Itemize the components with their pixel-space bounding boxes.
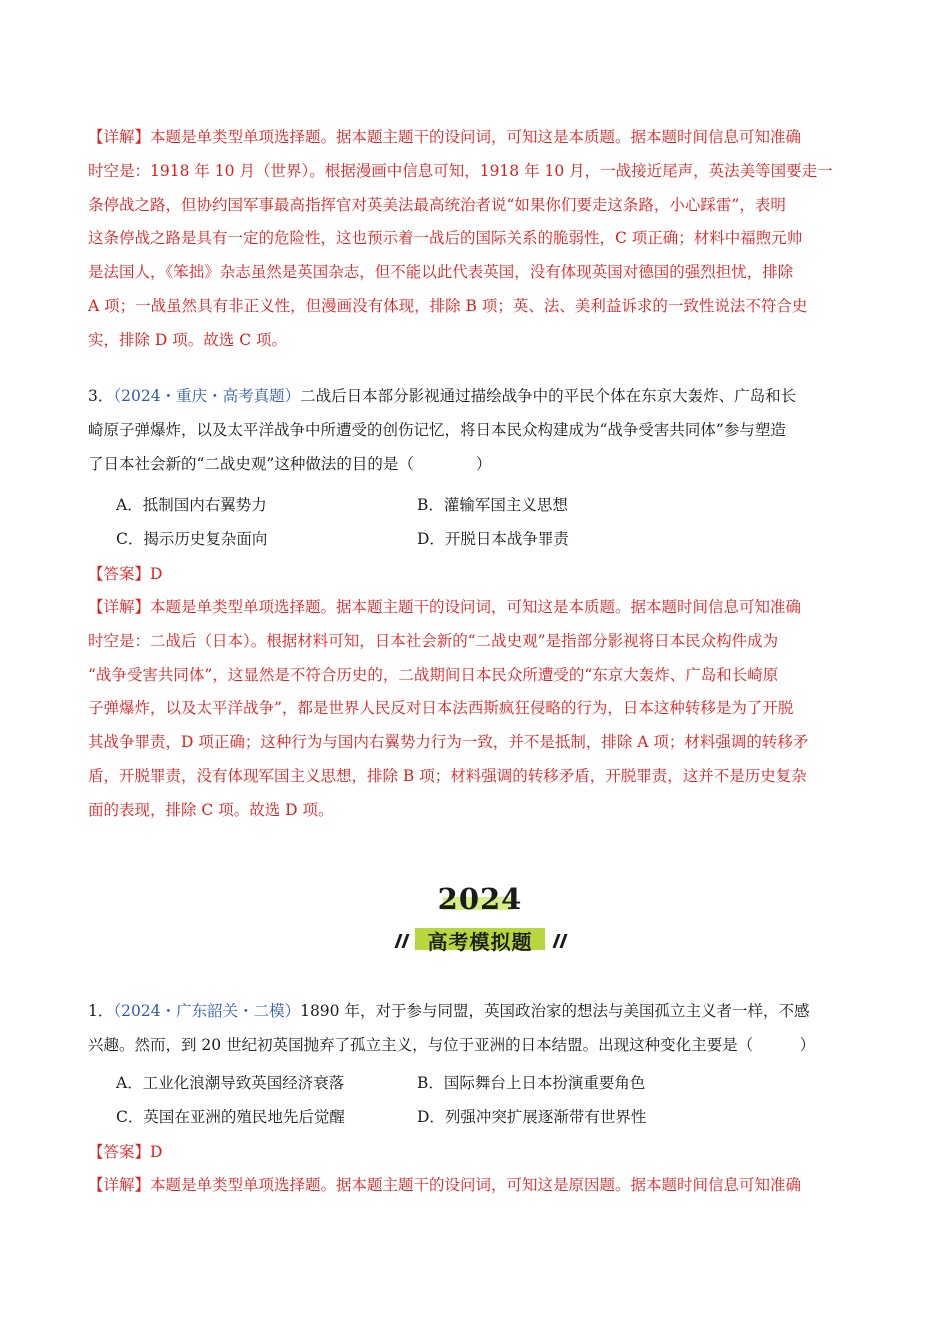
detail-paragraph-q3: 【详解】本题是单类型单项选择题。据本题主题干的设问词，可知这是本质题。据本题时间信息可知准确 时空是：二战后（日本）。根据材料可知，日本社会新的“二战史观”是指部分影视将日本民众构件成为 “战争受害共同体”，这显然是不符合历史的，二战期间日本民众所遭受的“东京大轰炸、广岛和长崎原 子弹爆炸，以及太平洋战争”，都是世界人民反对日本法西斯疯狂侵略的行为，日本这种转移是为了开脱 其战争罪责，D 项正确；这种行为与国内右翼势力行为一致，并不是抵制，排除 A 项；材料强调的转移矛 盾，开脱罪责，没有体现军国主义思想，排除 B 项；材料强调的转移矛盾，开脱罪责，这并不是历史复杂 面的表现，排除 C 项。故选 D 项。 [88,598,809,819]
option-a: A．抵制国内右翼势力 [116,496,267,514]
question-number: 1． [88,1002,114,1020]
answer-value: D [150,1143,163,1161]
option-c: C．英国在亚洲的殖民地先后觉醒 [116,1108,345,1126]
section-banner [385,880,575,960]
answer-tag: 【答案】 [88,1143,151,1161]
detail-tag: 【详解】 [88,598,151,616]
detail-paragraph-q2: 【详解】本题是单类型单项选择题。据本题主题干的设问词，可知这是本质题。据本题时间信息可知准确 时空是：1918 年 10 月（世界）。根据漫画中信息可知，1918 年 10 月，一战接近尾声，英法美等国要走一 条停战之路，但协约国军事最高指挥官对英美法最高统治者说“如果你们要走这条路，小心踩雷”，表明 这条停战之路是具有一定的危险性，这也预示着一战后的国际关系的脆弱性，C 项正确；材料中福煦元帅 是法国人，《笨拙》杂志虽然是英国杂志，但不能以此代表英国，没有体现英国对德国的强烈担忧，排除 A 项；一战虽然具有非正义性，但漫画没有体现，排除 B 项；英、法、美利益诉求的一致性说法不符合史 实，排除 D 项。故选 C 项。 [88,128,833,349]
banner-subtitle: 高考模拟题 [427,930,533,954]
option-c: C．揭示历史复杂面向 [116,530,268,548]
option-b: B．灌输军国主义思想 [417,496,568,514]
option-a: A．工业化浪潮导致英国经济衰落 [116,1074,345,1092]
answer-line-q1 [88,1136,868,1170]
detail-tag: 【详解】 [88,1176,151,1194]
option-b: B．国际舞台上日本扮演重要角色 [417,1074,646,1092]
detail-tag: 【详解】 [88,128,151,146]
banner-year: 2024 [437,882,523,916]
question-source: （2024・重庆・高考真题） [113,387,301,405]
answer-tag: 【答案】 [88,565,151,583]
answer-line-q3 [88,558,868,592]
question-source: （2024・广东韶关・二模） [113,1002,301,1020]
answer-value: D [150,565,163,583]
question-number: 3． [88,387,114,405]
question-3-stem: 3．（2024・重庆・高考真题）二战后日本部分影视通过描绘战争中的平民个体在东京大轰炸、广岛和长 崎原子弹爆炸，以及太平洋战争中所遭受的创伤记忆，将日本民众构建成为“战争受害共同体”参与塑造 了日本社会新的“二战史观”这种做法的目的是（ ） [88,387,797,473]
option-d: D．开脱日本战争罪责 [417,530,569,548]
detail-paragraph-q1: 【详解】本题是单类型单项选择题。据本题主题干的设问词，可知这是原因题。据本题时间信息可知准确 [88,1176,802,1194]
option-d: D．列强冲突扩展逐渐带有世界性 [417,1108,647,1126]
question-1-stem: 1．（2024・广东韶关・二模）1890 年，对于参与同盟，英国政治家的想法与美国孤立主义者一样，不感 兴趣。然而，到 20 世纪初英国抛弃了孤立主义，与位于亚洲的日本结盟。出现这种变化主要是（ ） [88,1002,816,1054]
